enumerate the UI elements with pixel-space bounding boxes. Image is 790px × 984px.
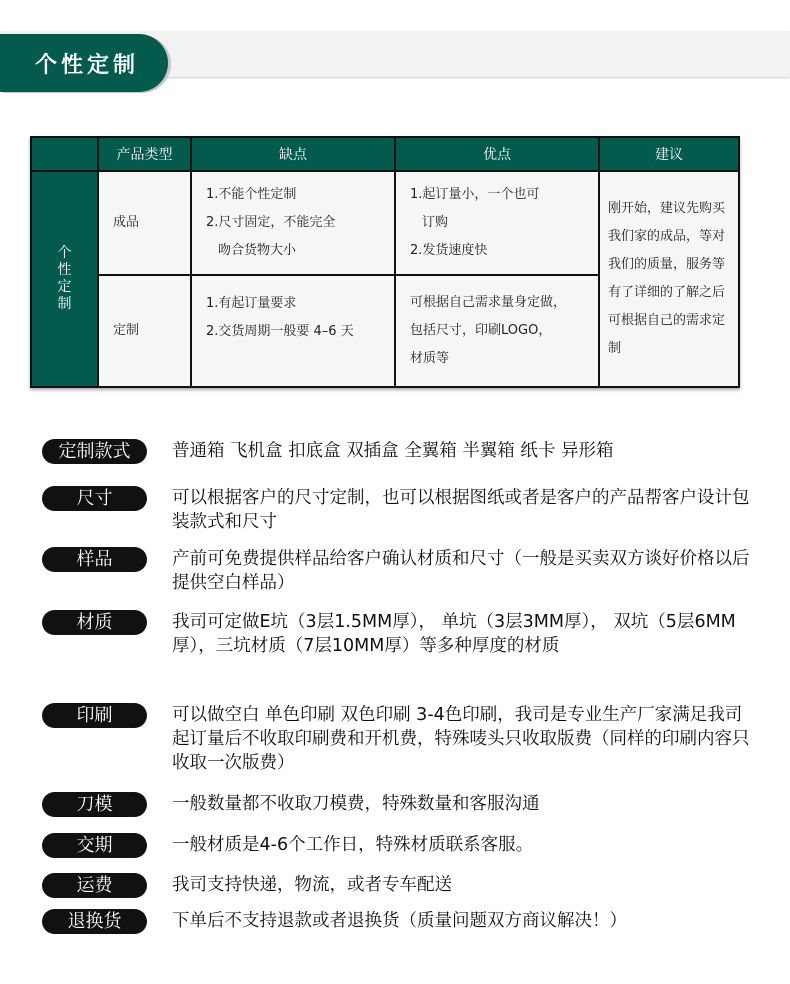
info-label: 退换货 bbox=[42, 909, 147, 934]
type-cell: 定制 bbox=[98, 275, 191, 387]
info-row bbox=[42, 873, 752, 898]
info-text: 可以做空白 单色印刷 双色印刷 3-4色印刷，我司是专业生产厂家满足我司起订量后不收取印刷费和开机费，特殊唛头只收取版费（同样的印刷内容只收取一次版费） bbox=[172, 705, 750, 773]
cons-cell: 1.不能个性定制 2.尺寸固定，不能完全 吻合货物大小 bbox=[191, 171, 395, 275]
header-cell bbox=[31, 137, 98, 171]
info-label: 运费 bbox=[42, 873, 147, 898]
header-cell: 产品类型 bbox=[98, 137, 191, 171]
info-row bbox=[42, 792, 752, 817]
type-cell: 成品 bbox=[98, 171, 191, 275]
advice-cell: 刚开始，建议先购买我们家的成品，等对我们的质量，服务等有了详细的了解之后可根据自己的需求定制 bbox=[599, 171, 739, 387]
header-cell: 优点 bbox=[395, 137, 599, 171]
header-cell: 建议 bbox=[599, 137, 739, 171]
info-text: 普通箱 飞机盒 扣底盒 双插盒 全翼箱 半翼箱 纸卡 异形箱 bbox=[172, 441, 614, 461]
side-label: 个性定制 bbox=[31, 171, 98, 387]
info-label: 材质 bbox=[42, 610, 147, 635]
table-row bbox=[31, 171, 739, 275]
info-row bbox=[42, 833, 752, 858]
info-label: 交期 bbox=[42, 833, 147, 858]
info-label: 尺寸 bbox=[42, 486, 147, 511]
header-cell: 缺点 bbox=[191, 137, 395, 171]
info-label: 定制款式 bbox=[42, 439, 147, 464]
info-row bbox=[42, 547, 752, 595]
info-text: 可以根据客户的尺寸定制，也可以根据图纸或者是客户的产品帮客户设计包装款式和尺寸 bbox=[172, 488, 750, 532]
info-text: 我司可定做E坑（3层1.5MM厚）， 单坑（3层3MM厚）， 双坑（5层6MM厚），三坑材质（7层10MM厚）等多种厚度的材质 bbox=[172, 612, 736, 656]
info-text: 我司支持快递，物流，或者专车配送 bbox=[172, 875, 452, 895]
info-row bbox=[42, 703, 752, 775]
info-row bbox=[42, 909, 752, 934]
table-header-row bbox=[31, 137, 739, 171]
info-row bbox=[42, 439, 752, 464]
page-title: 个性定制 bbox=[0, 34, 168, 92]
info-text: 一般材质是4-6个工作日，特殊材质联系客服。 bbox=[172, 835, 534, 855]
info-text: 一般数量都不收取刀模费，特殊数量和客服沟通 bbox=[172, 794, 540, 814]
cons-cell: 1.有起订量要求 2.交货周期一般要 4–6 天 bbox=[191, 275, 395, 387]
pros-cell: 1.起订量小，一个也可 订购 2.发货速度快 bbox=[395, 171, 599, 275]
info-label: 样品 bbox=[42, 547, 147, 572]
info-text: 产前可免费提供样品给客户确认材质和尺寸（一般是买卖双方谈好价格以后提供空白样品） bbox=[172, 549, 750, 593]
comparison-table bbox=[30, 136, 740, 388]
info-row bbox=[42, 610, 752, 658]
info-label: 印刷 bbox=[42, 703, 147, 728]
pros-cell: 可根据自己需求量身定做， 包括尺寸，印刷LOGO， 材质等 bbox=[395, 275, 599, 387]
info-row bbox=[42, 486, 752, 534]
info-label: 刀模 bbox=[42, 792, 147, 817]
info-text: 下单后不支持退款或者退换货（质量问题双方商议解决！） bbox=[172, 911, 627, 931]
